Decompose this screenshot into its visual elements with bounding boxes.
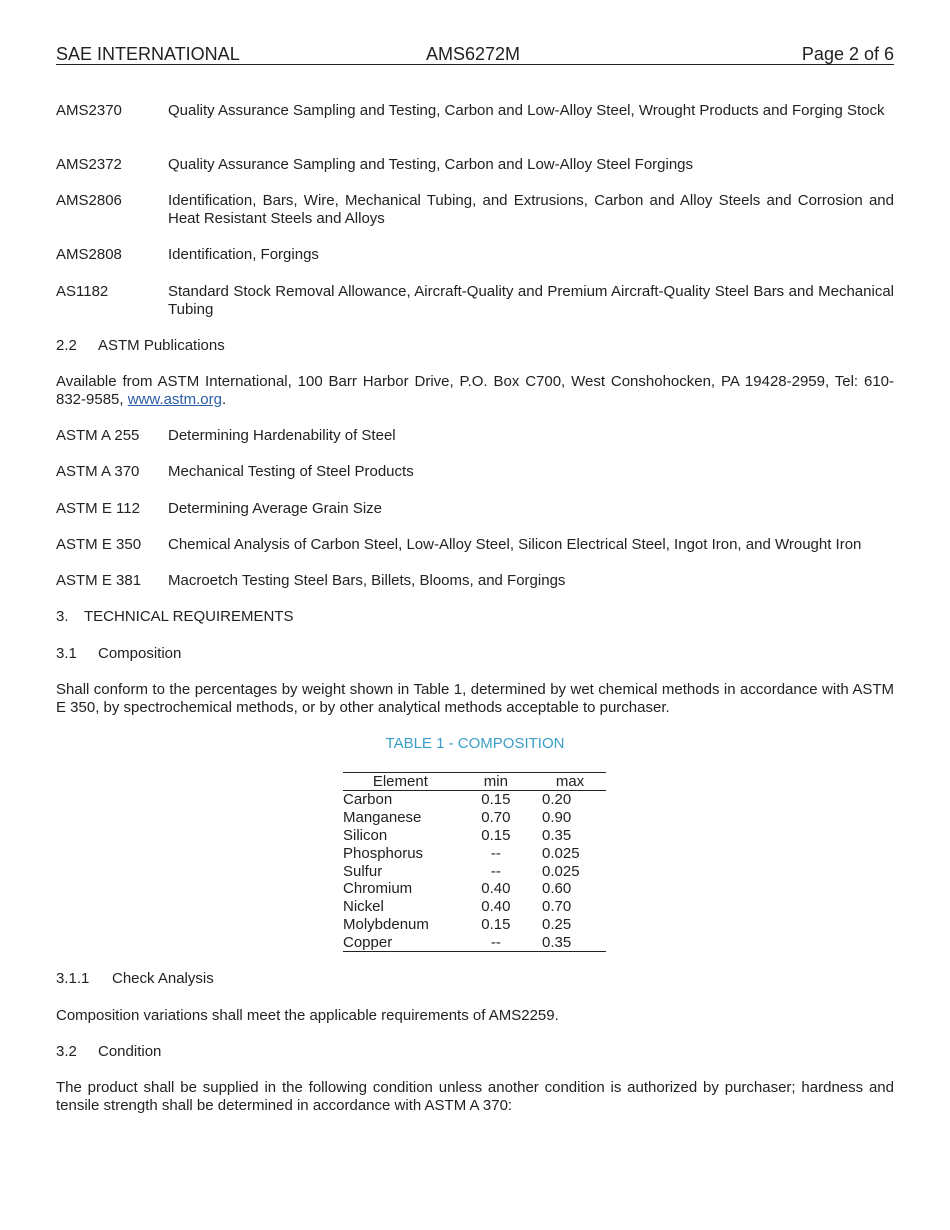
reference-title: Mechanical Testing of Steel Products xyxy=(168,463,414,480)
reference-item xyxy=(56,427,894,445)
table-cell: 0.90 xyxy=(542,809,572,827)
header-page-number: Page 2 of 6 xyxy=(801,44,894,64)
header-org: SAE INTERNATIONAL xyxy=(56,44,240,64)
section-heading-3-1 xyxy=(56,645,181,663)
table-cell: 0.70 xyxy=(481,809,511,827)
section-number: 3.1 xyxy=(56,645,77,662)
table-row xyxy=(343,898,606,916)
section-title: Check Analysis xyxy=(112,970,214,987)
section-number: 3. xyxy=(56,608,69,625)
condition-text: The product shall be supplied in the following condition unless another condition is authorized by purchaser; hardness and tensile strength shall be determined in accordance with ASTM A 370: xyxy=(56,1079,894,1114)
column-header: min xyxy=(458,773,534,791)
table-cell: Phosphorus xyxy=(343,844,424,862)
reference-item xyxy=(56,102,894,120)
table-cell: Copper xyxy=(343,933,393,951)
table-row xyxy=(343,791,606,809)
reference-title: Standard Stock Removal Allowance, Aircraft-Quality and Premium Aircraft-Quality Steel Bars and Mechanical Tubing xyxy=(168,283,894,318)
astm-website-link[interactable]: www.astm.org xyxy=(127,391,222,408)
table-title: TABLE 1 - COMPOSITION xyxy=(385,735,565,752)
table-row xyxy=(343,916,606,934)
reference-title: Determining Hardenability of Steel xyxy=(168,427,396,444)
table-cell: -- xyxy=(490,844,501,862)
reference-item xyxy=(56,536,894,554)
reference-title: Identification, Forgings xyxy=(168,246,319,263)
table-cell: 0.70 xyxy=(542,898,572,916)
section-number: 3.2 xyxy=(56,1043,77,1060)
table-cell: Sulfur xyxy=(343,862,383,880)
table-cell: 0.35 xyxy=(542,933,572,951)
section-heading-3-2 xyxy=(56,1043,161,1061)
table-cell: 0.15 xyxy=(481,915,511,933)
reference-item xyxy=(56,572,894,590)
table-cell: 0.20 xyxy=(542,791,572,809)
table-cell: 0.60 xyxy=(542,880,572,898)
table-cell: Molybdenum xyxy=(343,915,429,933)
table-cell: 0.15 xyxy=(481,826,511,844)
table-cell: Silicon xyxy=(343,826,388,844)
table-cell: 0.40 xyxy=(481,880,511,898)
table-cell: 0.35 xyxy=(542,826,572,844)
section-heading-3 xyxy=(56,608,293,626)
reference-title: Identification, Bars, Wire, Mechanical Tubing, and Extrusions, Carbon and Alloy Steels and Corrosion and Heat Resistant Steels and Alloys xyxy=(168,192,894,227)
reference-item xyxy=(56,283,894,319)
column-header: max xyxy=(534,773,606,791)
reference-code: ASTM E 112 xyxy=(56,500,140,517)
section-title: Condition xyxy=(98,1043,162,1060)
reference-item xyxy=(56,156,894,174)
section-number: 3.1.1 xyxy=(56,970,90,987)
section-title: TECHNICAL REQUIREMENTS xyxy=(84,608,294,625)
table-cell: 0.025 xyxy=(542,862,580,880)
table-cell: -- xyxy=(490,933,501,951)
reference-title: Determining Average Grain Size xyxy=(168,500,382,517)
availability-text: Available from ASTM International, 100 Barr Harbor Drive, P.O. Box C700, West Conshohocken, PA 19428-2959, Tel: 610-832-9585, xyxy=(56,373,894,408)
reference-code: AS1182 xyxy=(56,283,109,300)
reference-code: ASTM E 381 xyxy=(56,572,142,589)
composition-text: Shall conform to the percentages by weight shown in Table 1, determined by wet chemical methods in accordance with ASTM E 350, by spectrochemical methods, or by other analytical methods acceptable to purchaser. xyxy=(56,681,894,716)
reference-item xyxy=(56,463,894,481)
table-row xyxy=(343,827,606,845)
page-header xyxy=(56,44,894,65)
check-analysis-text: Composition variations shall meet the applicable requirements of AMS2259. xyxy=(56,1007,559,1024)
reference-item xyxy=(56,500,894,518)
reference-title: Quality Assurance Sampling and Testing, Carbon and Low-Alloy Steel, Wrought Products and Forging Stock xyxy=(168,102,885,119)
reference-code: ASTM A 255 xyxy=(56,427,140,444)
section-heading-2-2 xyxy=(56,337,225,355)
table-row xyxy=(343,933,606,951)
table-cell: 0.15 xyxy=(481,791,511,809)
reference-code: ASTM A 370 xyxy=(56,463,140,480)
reference-code: AMS2808 xyxy=(56,246,122,263)
reference-code: ASTM E 350 xyxy=(56,536,142,553)
table-cell: Nickel xyxy=(343,898,384,916)
section-title: Composition xyxy=(98,645,182,662)
reference-title: Macroetch Testing Steel Bars, Billets, Blooms, and Forgings xyxy=(168,572,566,589)
table-cell: Manganese xyxy=(343,809,422,827)
section-heading-3-1-1 xyxy=(56,970,214,988)
table-cell: 0.25 xyxy=(542,915,572,933)
astm-availability-text xyxy=(56,373,894,409)
reference-code: AMS2372 xyxy=(56,156,122,173)
reference-item xyxy=(56,246,894,264)
table-row xyxy=(343,880,606,898)
table-cell: -- xyxy=(490,862,501,880)
availability-tail: . xyxy=(221,391,227,408)
table-cell: Carbon xyxy=(343,791,393,809)
reference-item xyxy=(56,192,894,228)
reference-title: Chemical Analysis of Carbon Steel, Low-Alloy Steel, Silicon Electrical Steel, Ingot Iron, and Wrought Iron xyxy=(168,536,862,553)
composition-table xyxy=(343,772,606,952)
section-title: ASTM Publications xyxy=(98,337,225,354)
table-row xyxy=(343,809,606,827)
table-row xyxy=(343,862,606,880)
section-number: 2.2 xyxy=(56,337,77,354)
reference-title: Quality Assurance Sampling and Testing, Carbon and Low-Alloy Steel Forgings xyxy=(168,156,694,173)
reference-code: AMS2806 xyxy=(56,192,122,209)
table-cell: 0.40 xyxy=(481,898,511,916)
table-header-row xyxy=(343,773,606,791)
table-cell: 0.025 xyxy=(542,844,580,862)
reference-code: AMS2370 xyxy=(56,102,122,119)
column-header: Element xyxy=(343,773,458,791)
table-cell: Chromium xyxy=(343,880,413,898)
table-row xyxy=(343,844,606,862)
header-doc-number: AMS6272M xyxy=(426,44,521,64)
